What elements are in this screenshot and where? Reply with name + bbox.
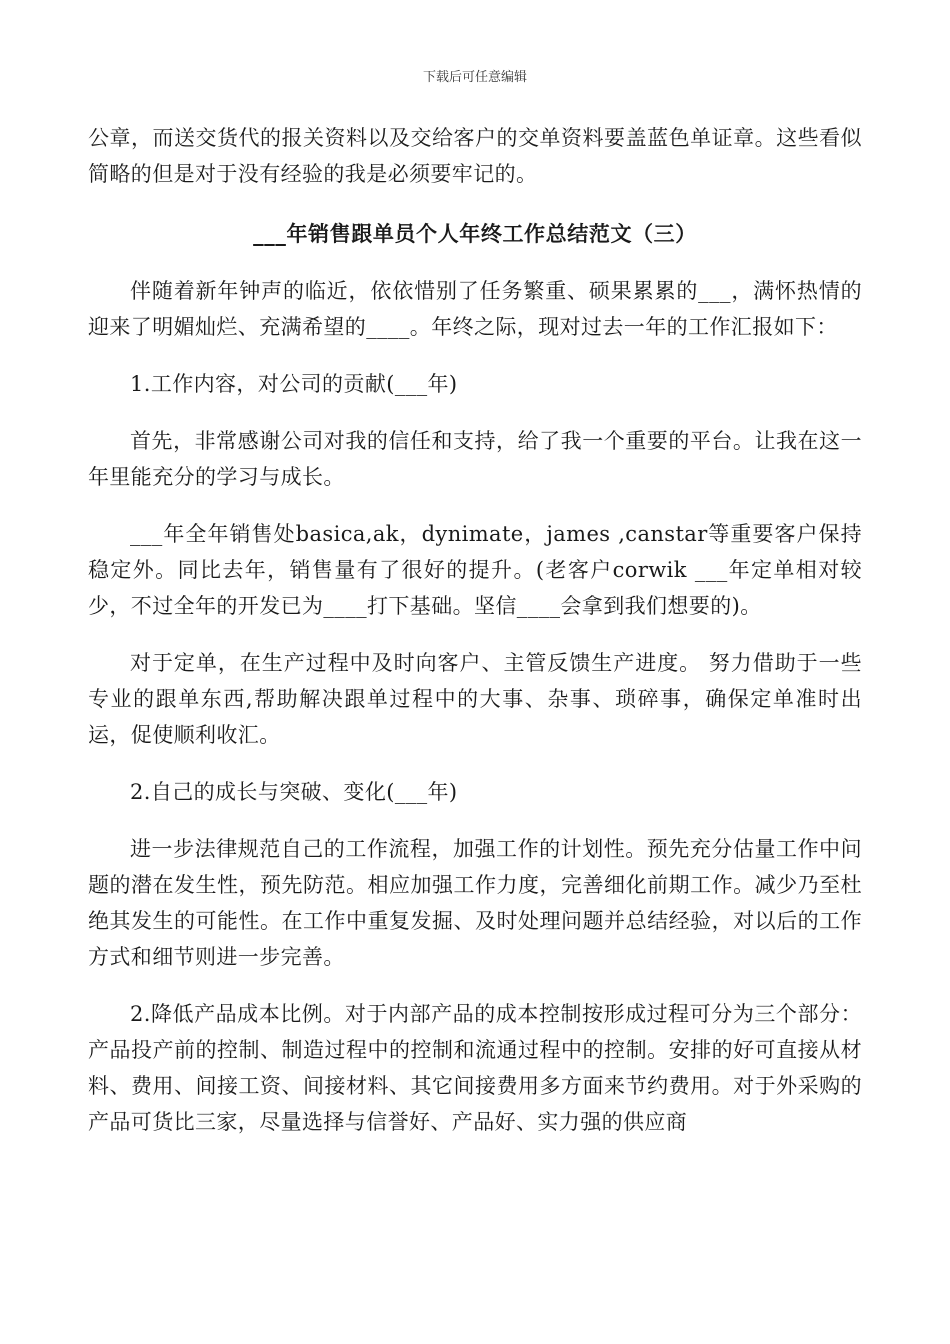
workflow-paragraph: 进一步法律规范自己的工作流程，加强工作的计划性。预先充分估量工作中问题的潜在发生性，预先防范。相应加强工作力度，完善细化前期工作。减少乃至杜绝其发生的可能性。在工作中重复发掘、及时处理问题并总结经验，对以后的工作方式和细节则进一步完善。 (88, 837, 862, 969)
document-title: ___年销售跟单员个人年终工作总结范文（三） (253, 221, 697, 246)
section-heading-work-content: 1.工作内容，对公司的贡献(___年) (130, 372, 458, 396)
intro-continuation-paragraph: 公章，而送交货代的报关资料以及交给客户的交单资料要盖蓝色单证章。这些看似简略的但是对于没有经验的我是必须要牢记的。 (88, 126, 862, 186)
thanks-paragraph: 首先，非常感谢公司对我的信任和支持，给了我一个重要的平台。让我在这一年里能充分的学习与成长。 (88, 429, 862, 489)
cost-reduction-paragraph: 2.降低产品成本比例。对于内部产品的成本控制按形成过程可分为三个部分：产品投产前的控制、制造过程中的控制和流通过程中的控制。安排的好可直接从材料、费用、间接工资、间接材料、其它间接费用多方面来节约费用。对于外采购的产品可货比三家，尽量选择与信誉好、产品好、实力强的供应商 (88, 1002, 862, 1134)
sales-paragraph: ___年全年销售处basica,ak，dynimate，james ,canstar等重要客户保持稳定外。同比去年，销售量有了很好的提升。(老客户corwik ___年定单相对较少，不过全年的开发已为____打下基础。坚信____会拿到我们想要的)。 (88, 522, 862, 618)
header-note: 下载后可任意编辑 (422, 70, 527, 85)
order-followup-paragraph: 对于定单，在生产过程中及时向客户、主管反馈生产进度。 努力借助于一些专业的跟单东西,帮助解决跟单过程中的大事、杂事、琐碎事，确保定单准时出运，促使顺利收汇。 (88, 651, 862, 747)
section-heading-growth: 2.自己的成长与突破、变化(___年) (130, 780, 458, 804)
opening-paragraph: 伴随着新年钟声的临近，依依惜别了任务繁重、硕果累累的___，满怀热情的迎来了明媚灿烂、充满希望的____。年终之际，现对过去一年的工作汇报如下： (88, 279, 862, 339)
document-body (88, 120, 862, 1140)
